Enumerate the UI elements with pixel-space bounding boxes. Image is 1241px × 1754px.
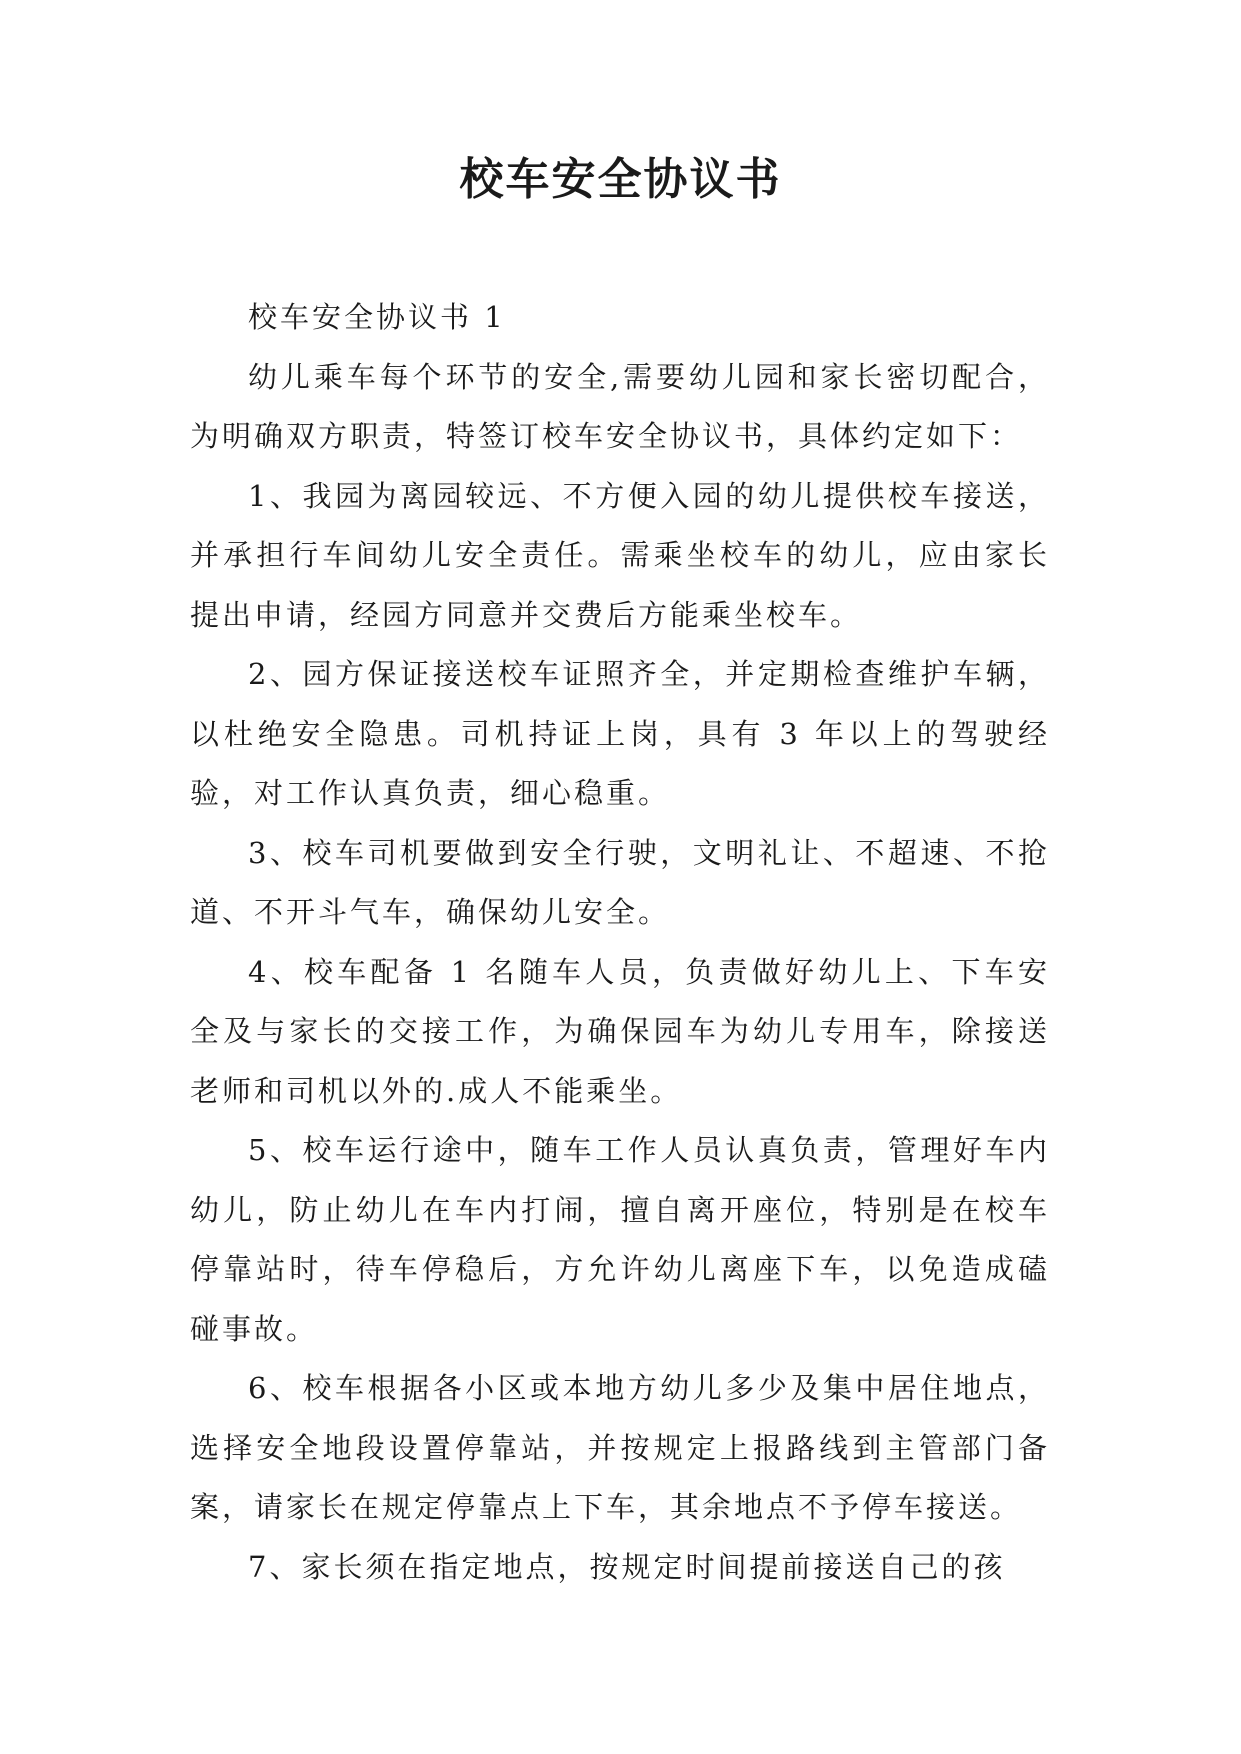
clause-7: 7、家长须在指定地点，按规定时间提前接送自己的孩 [248,1549,1006,1584]
clause-4: 4、校车配备 1 名随车人员，负责做好幼儿上、下车安全及与家长的交接工作，为确保园车为幼儿专用车，除接送老师和司机以外的.成人不能乘坐。 [190,954,1050,1108]
clause-5: 5、校车运行途中，随车工作人员认真负责，管理好车内幼儿，防止幼儿在车内打闹，擅自离开座位，特别是在校车停靠站时，待车停稳后，方允许幼儿离座下车，以免造成磕碰事故。 [190,1133,1050,1346]
clause-6: 6、校车根据各小区或本地方幼儿多少及集中居住地点，选择安全地段设置停靠站，并按规定上报路线到主管部门备案，请家长在规定停靠点上下车，其余地点不予停车接送。 [190,1371,1050,1524]
intro-paragraph: 幼儿乘车每个环节的安全,需要幼儿园和家长密切配合，为明确双方职责，特签订校车安全协议书，具体约定如下： [190,359,1050,453]
document-body [190,288,1050,1597]
clause-1: 1、我园为离园较远、不方便入园的幼儿提供校车接送，并承担行车间幼儿安全责任。需乘坐校车的幼儿，应由家长提出申请，经园方同意并交费后方能乘坐校车。 [190,478,1050,632]
document-title: 校车安全协议书 [459,154,782,205]
clause-2: 2、园方保证接送校车证照齐全，并定期检查维护车辆，以杜绝安全隐患。司机持证上岗，具有 3 年以上的驾驶经验，对工作认真负责，细心稳重。 [190,657,1050,810]
section-heading: 校车安全协议书 1 [248,300,506,334]
clause-3: 3、校车司机要做到安全行驶，文明礼让、不超速、不抢道、不开斗气车，确保幼儿安全。 [190,835,1050,929]
